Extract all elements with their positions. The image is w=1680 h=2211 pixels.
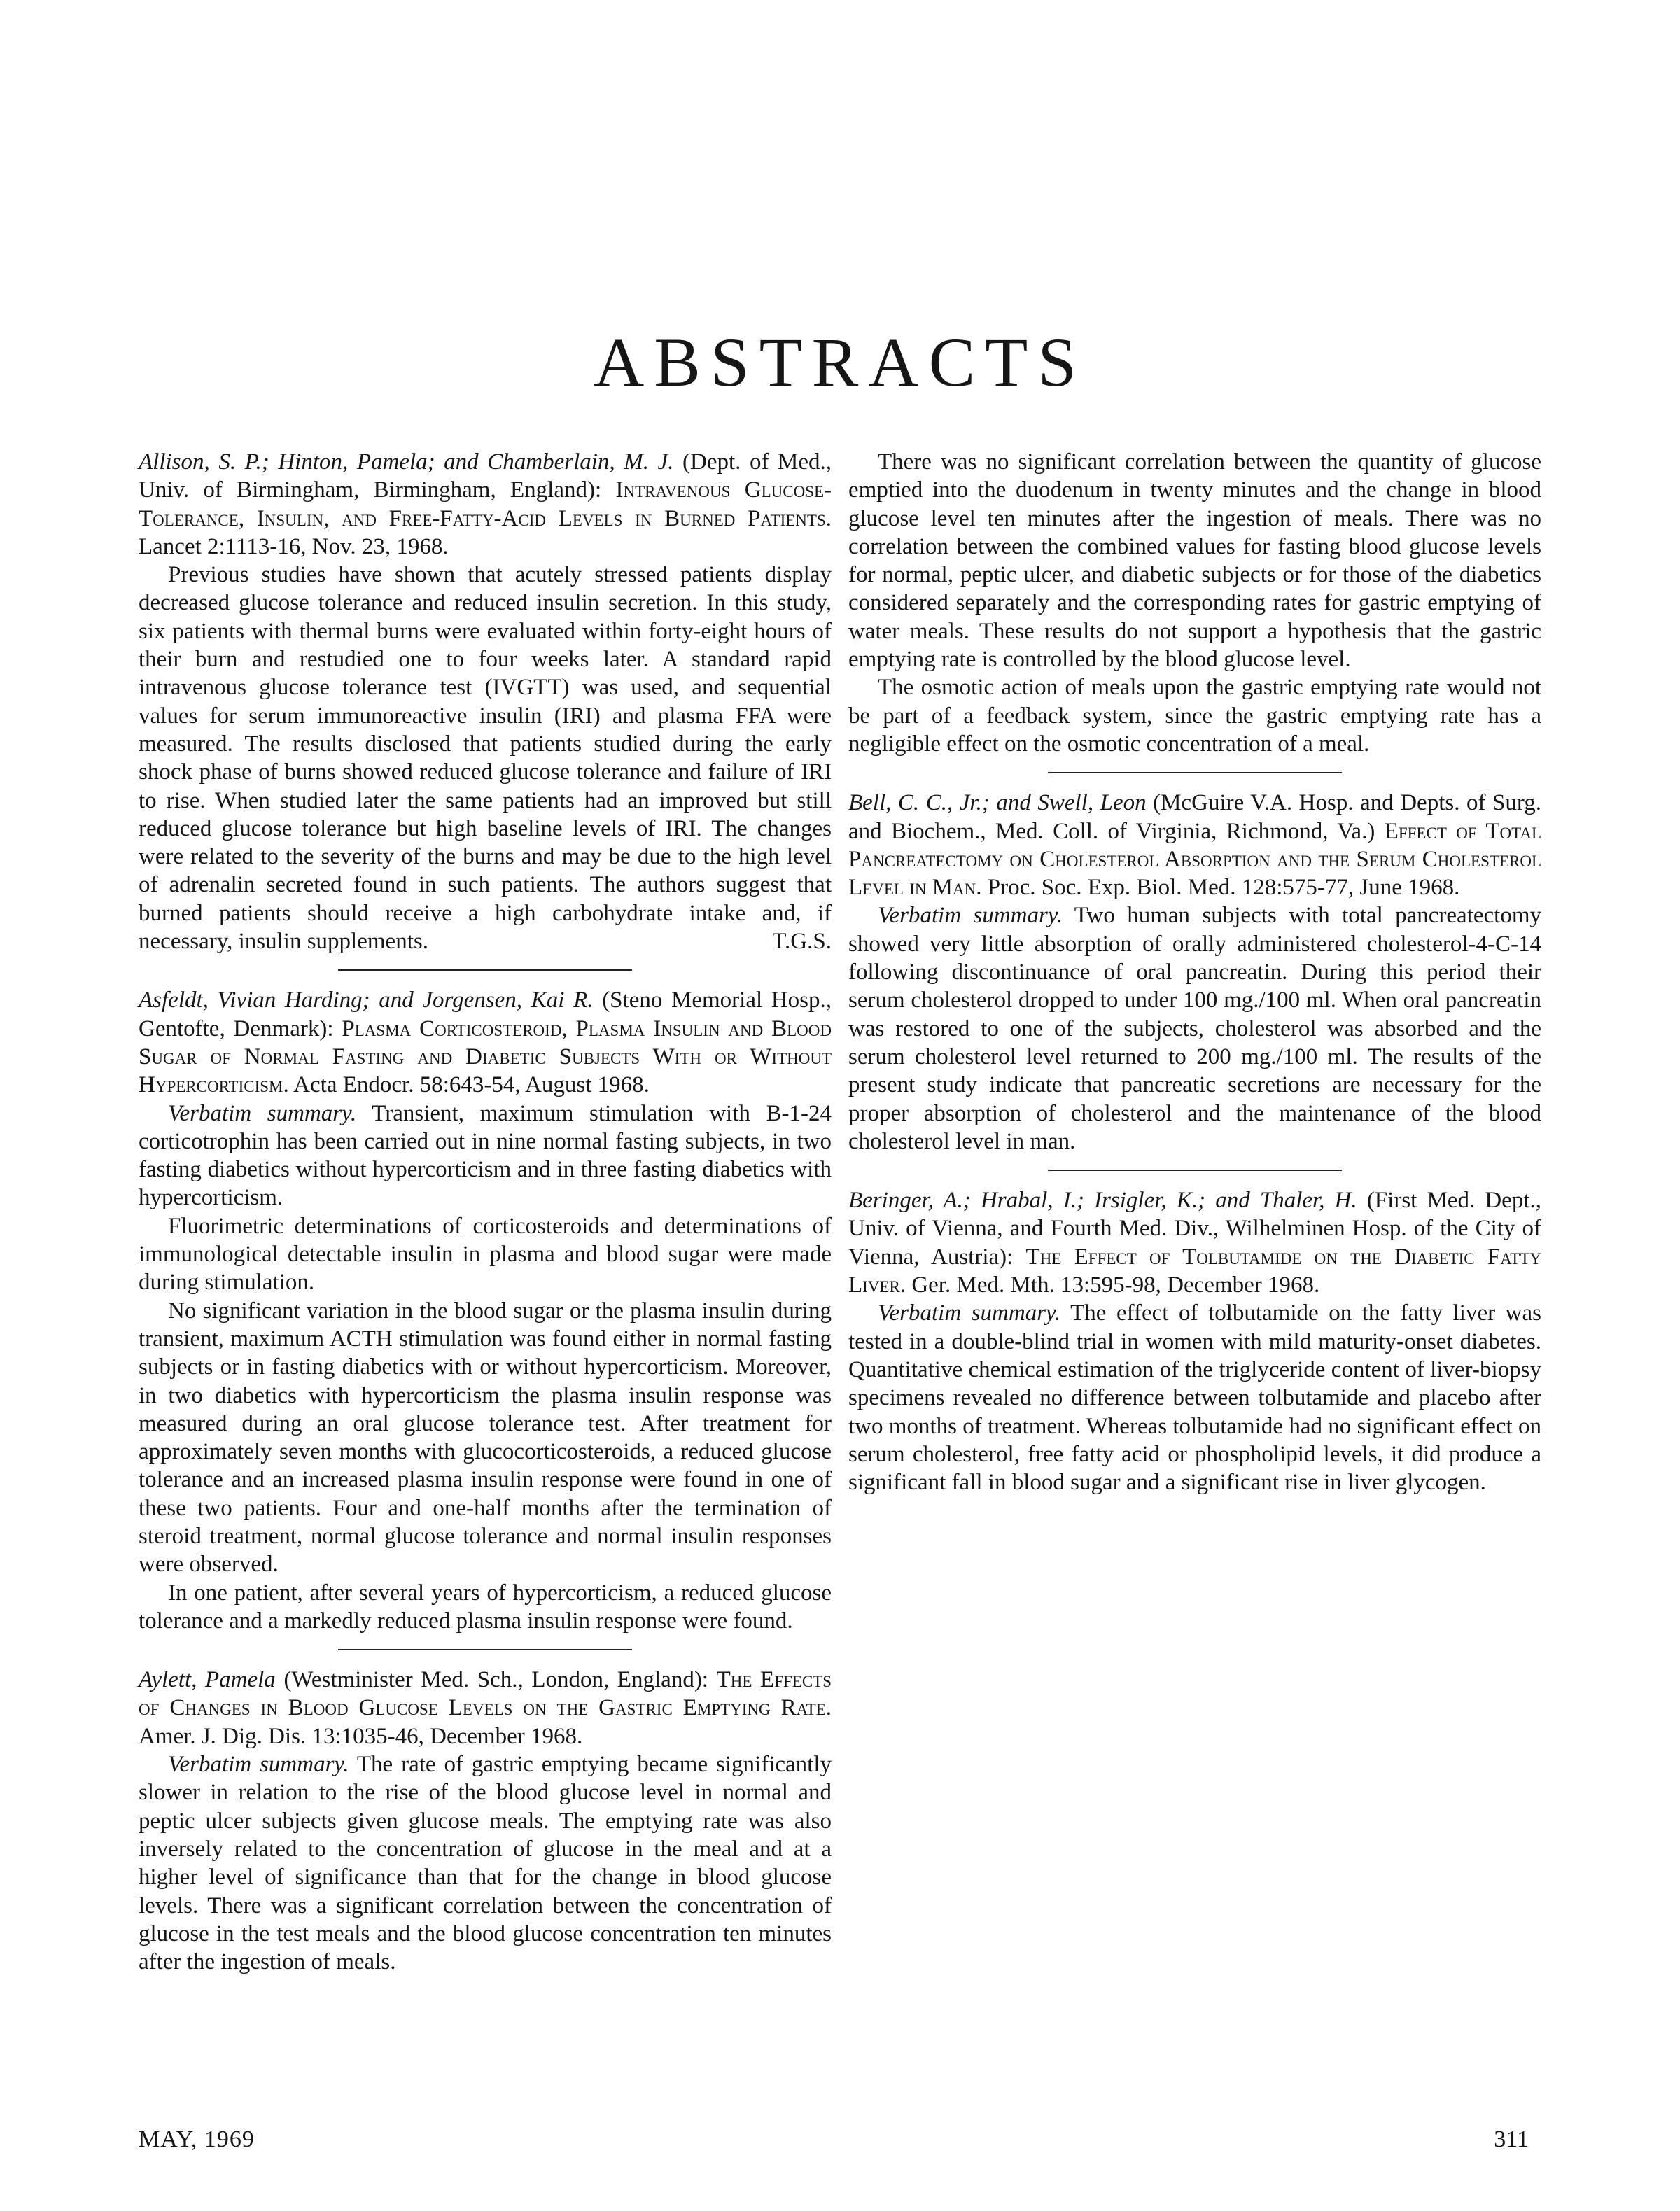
abstract-label: Verbatim summary. (168, 1752, 349, 1778)
abstract-title: The Effects of Changes in Blood Glucose Levels on the Gastric Emptying Rate. (139, 1667, 832, 1721)
page-title: ABSTRACTS (594, 323, 1086, 401)
abstract-paragraph: Fluorimetric determinations of corticosteroids and determinations of immunological detectable insulin in plasma and blood sugar were made during stimulation. (139, 1213, 832, 1296)
abstract-title: Effect of Total Pancreatectomy on Cholesterol Absorption and the Serum Cholesterol Level in Man. (848, 818, 1542, 901)
abstract-header (139, 986, 832, 1099)
abstract-header (139, 1666, 832, 1750)
section-divider (338, 969, 632, 971)
abstract-paragraph: No significant variation in the blood sugar or the plasma insulin during transient, maximum ACTH stimulation was found either in normal fasting subjects or in fasting diabetics with or without hypercorticism. Moreover, in two diabetics with hypercorticism the plasma insulin response was measured during an oral glucose tolerance test. After treatment for approximately seven months with glucocorticosteroids, a reduced glucose tolerance and an increased plasma insulin response were found in one of these two patients. Four and one-half months after the termination of steroid treatment, normal glucose tolerance and normal insulin responses were observed. (139, 1298, 832, 1578)
left-column (139, 448, 832, 1976)
abstract-affiliation: (McGuire V.A. Hosp. and Depts. of Surg. and Biochem., Med. Coll. of Virginia, Richmond, Va.) (848, 790, 1541, 844)
section-divider (338, 1649, 632, 1650)
abstract-paragraph: In one patient, after several years of hypercorticism, a reduced glucose tolerance and a markedly reduced plasma insulin response were found. (139, 1580, 832, 1634)
abstract-affiliation: (First Med. Dept., Univ. of Vienna, and Fourth Med. Div., Wilhelminen Hosp. of the City of Vienna, Austria): (848, 1188, 1541, 1270)
abstract-citation: Proc. Soc. Exp. Biol. Med. 128:575-77, June 1968. (987, 875, 1460, 901)
abstract-affiliation: (Westminister Med. Sch., London, England): (284, 1667, 708, 1693)
abstract-citation: Lancet 2:1113-16, Nov. 23, 1968. (139, 533, 449, 559)
abstract-label: Verbatim summary. (878, 903, 1063, 929)
abstract-paragraph: Verbatim summary. Transient, maximum stimulation with B-1-24 corticotrophin has been carried out in nine normal fasting subjects, in two fasting diabetics without hypercorticism and in three fasting diabetics with hypercorticism. (139, 1100, 832, 1211)
abstract-header (848, 789, 1541, 901)
abstract-paragraph: Previous studies have shown that acutely stressed patients display decreased glucose tolerance and reduced insulin secretion. In this study, six patients with thermal burns were evaluated within forty-eight hours of their burn and restudied one to four weeks later. A standard rapid intravenous glucose tolerance test (IVGTT) was used, and sequential values for serum immunoreactive insulin (IRI) and plasma FFA were measured. The results disclosed that patients studied during the early shock phase of burns showed reduced glucose tolerance and failure of IRI to rise. When studied later the same patients had an improved but still reduced glucose tolerance but high baseline levels of IRI. The changes were related to the severity of the burns and may be due to the high level of adrenalin secreted found in such patients. The authors suggest that burned patients should receive a high carbohydrate intake and, if necessary, insulin supplements. T.G.S. (139, 561, 832, 955)
abstract-header (848, 1186, 1541, 1299)
abstract-citation: Amer. J. Dig. Dis. 13:1035-46, December 1968. (139, 1723, 583, 1749)
section-divider (1048, 772, 1342, 773)
abstract-label: Verbatim summary. (168, 1100, 357, 1126)
abstract-paragraph: Verbatim summary. Two human subjects with total pancreatectomy showed very little absorption of orally administered cholesterol-4-C-14 following discontinuance of oral pancreatin. During this period their serum cholesterol dropped to under 100 mg./100 ml. When oral pancreatin was restored to one of the subjects, cholesterol was absorbed and the serum cholesterol level returned to 200 mg./100 ml. The results of the present study indicate that pancreatic secretions are necessary for the proper absorption of cholesterol and the maintenance of the blood cholesterol level in man. (848, 903, 1541, 1154)
abstract-citation: Ger. Med. Mth. 13:595-98, December 1968. (911, 1272, 1320, 1298)
abstract-authors: Asfeldt, Vivian Harding; and Jorgensen, Kai R. (139, 988, 594, 1013)
abstract-title: Plasma Corticosteroid, Plasma Insulin and Blood Sugar of Normal Fasting and Diabetic Subjects With or Without Hypercorticism. (139, 1016, 832, 1098)
abstract-paragraph: Verbatim summary. The rate of gastric emptying became significantly slower in relation to the rise of the blood glucose level in normal and peptic ulcer subjects given glucose meals. The emptying rate was also inversely related to the concentration of glucose in the meal and at a higher level of significance than that for the change in blood glucose levels. There was a significant correlation between the concentration of glucose in the test meals and the blood glucose concentration ten minutes after the ingestion of meals. (139, 1752, 832, 1975)
abstract-authors: Aylett, Pamela (139, 1667, 276, 1693)
abstract-paragraph: The osmotic action of meals upon the gastric emptying rate would not be part of a feedback system, since the gastric emptying rate has a negligible effect on the osmotic concentration of a meal. (848, 675, 1541, 757)
right-column (848, 448, 1541, 1496)
abstract-title: Intravenous Glucose-Tolerance, Insulin, and Free-Fatty-Acid Levels in Burned Patients. (139, 477, 832, 531)
abstract-affiliation: (Steno Memorial Hosp., Gentofte, Denmark): (139, 988, 832, 1041)
abstract-header (139, 448, 832, 561)
abstract-authors: Bell, C. C., Jr.; and Swell, Leon (848, 790, 1147, 816)
abstract-paragraph: There was no significant correlation between the quantity of glucose emptied into the duodenum in twenty minutes and the change in blood glucose level ten minutes after the ingestion of meals. There was no correlation between the combined values for fasting blood glucose levels for normal, peptic ulcer, and diabetic subjects or for those of the diabetics considered separately and the corresponding rates for gastric emptying of water meals. These results do not support a hypothesis that the gastric emptying rate is controlled by the blood glucose level. (848, 449, 1541, 673)
footer-date: MAY, 1969 (139, 2126, 255, 2152)
abstract-citation: Acta Endocr. 58:643-54, August 1968. (293, 1072, 650, 1098)
abstract-authors: Allison, S. P.; Hinton, Pamela; and Chamberlain, M. J. (139, 449, 674, 475)
abstract-initials: T.G.S. (772, 929, 832, 955)
abstract-label: Verbatim summary. (878, 1300, 1061, 1326)
abstract-paragraph: Verbatim summary. The effect of tolbutamide on the fatty liver was tested in a double-blind trial in women with mild maturity-onset diabetes. Quantitative chemical estimation of the triglyceride content of liver-biopsy specimens revealed no difference between tolbutamide and placebo after two months of treatment. Whereas tolbutamide had no significant effect on serum cholesterol, free fatty acid or phospholipid levels, it did produce a significant fall in blood sugar and a significant rise in liver glycogen. (848, 1300, 1541, 1496)
abstract-affiliation: (Dept. of Med., Univ. of Birmingham, Birmingham, England): (139, 449, 832, 503)
section-divider (1048, 1170, 1342, 1171)
abstract-authors: Beringer, A.; Hrabal, I.; Irsigler, K.; and Thaler, H. (848, 1188, 1357, 1214)
page-number: 311 (1494, 2126, 1529, 2152)
abstract-title: The Effect of Tolbutamide on the Diabetic Fatty Liver. (848, 1244, 1542, 1298)
